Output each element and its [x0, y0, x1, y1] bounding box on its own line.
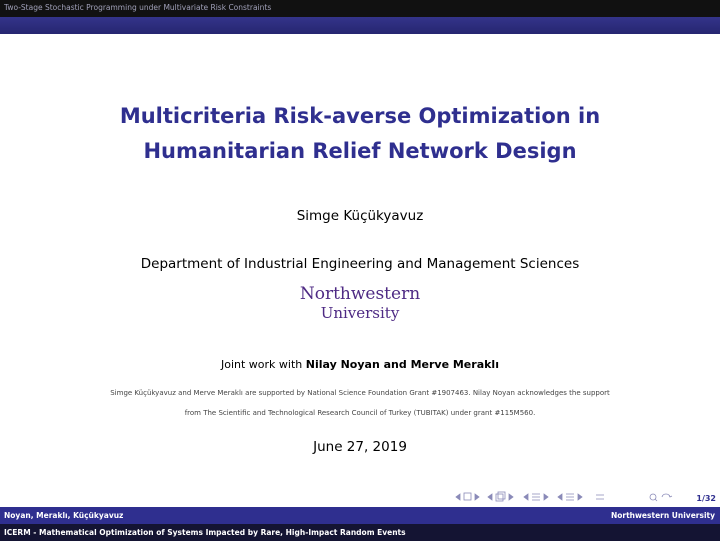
grant-note — [0, 383, 720, 423]
header-short-title: Two-Stage Stochastic Programming under Multivariate Risk Constraints — [4, 3, 272, 12]
subsection-next-icon[interactable] — [509, 494, 513, 500]
section-icon[interactable] — [532, 494, 540, 500]
beamer-navigation — [452, 490, 692, 504]
subsection-next2-icon[interactable] — [578, 494, 582, 500]
logo-line-1: Northwestern — [299, 284, 421, 304]
footer-event: ICERM - Mathematical Optimization of Systems Impacted by Rare, High-Impact Random Events — [4, 528, 406, 537]
subsection-icon[interactable] — [496, 492, 505, 501]
grant-line-1: Simge Küçükyavuz and Merve Meraklı are supported by National Science Foundation Grant #1907463. Nilay Noyan acknowledges the support — [110, 389, 610, 397]
title-line-2: Humanitarian Relief Network Design — [143, 139, 577, 163]
footer-authors: Noyan, Meraklı, Küçükyavuz — [4, 511, 124, 520]
author-name: Simge Küçükyavuz — [296, 208, 424, 224]
frame-prev-icon[interactable] — [456, 494, 460, 500]
joint-work — [0, 358, 720, 371]
northwestern-logo — [0, 285, 720, 323]
footer-institution: Northwestern University — [610, 511, 715, 520]
section-prev-icon[interactable] — [524, 494, 528, 500]
subsection-lines-icon[interactable] — [566, 494, 574, 500]
title-line-1: Multicriteria Risk-averse Optimization in — [119, 104, 601, 128]
department: Department of Industrial Engineering and Management Sciences — [140, 256, 580, 272]
page-number: 1/32 — [696, 494, 716, 503]
header-bar — [0, 0, 720, 17]
slide-title — [0, 99, 720, 169]
presentation-date: June 27, 2019 — [313, 439, 407, 455]
header-rule — [0, 17, 720, 34]
joint-names: Nilay Noyan and Merve Meraklı — [305, 358, 499, 371]
align-icon[interactable] — [596, 495, 604, 499]
frame-icon[interactable] — [464, 493, 471, 500]
footer-info-bar — [0, 507, 720, 524]
joint-prefix: Joint work with — [221, 358, 306, 371]
subsection-prev-icon[interactable] — [488, 494, 492, 500]
undo-icon[interactable] — [662, 494, 672, 497]
grant-line-2: from The Scientific and Technological Research Council of Turkey (TUBITAK) under grant #115M560. — [184, 409, 536, 417]
logo-line-2: University — [320, 304, 400, 322]
search-icon[interactable] — [650, 494, 657, 501]
footer-event-bar — [0, 524, 720, 541]
subsection-prev2-icon[interactable] — [558, 494, 562, 500]
frame-next-icon[interactable] — [475, 494, 479, 500]
section-next-icon[interactable] — [544, 494, 548, 500]
